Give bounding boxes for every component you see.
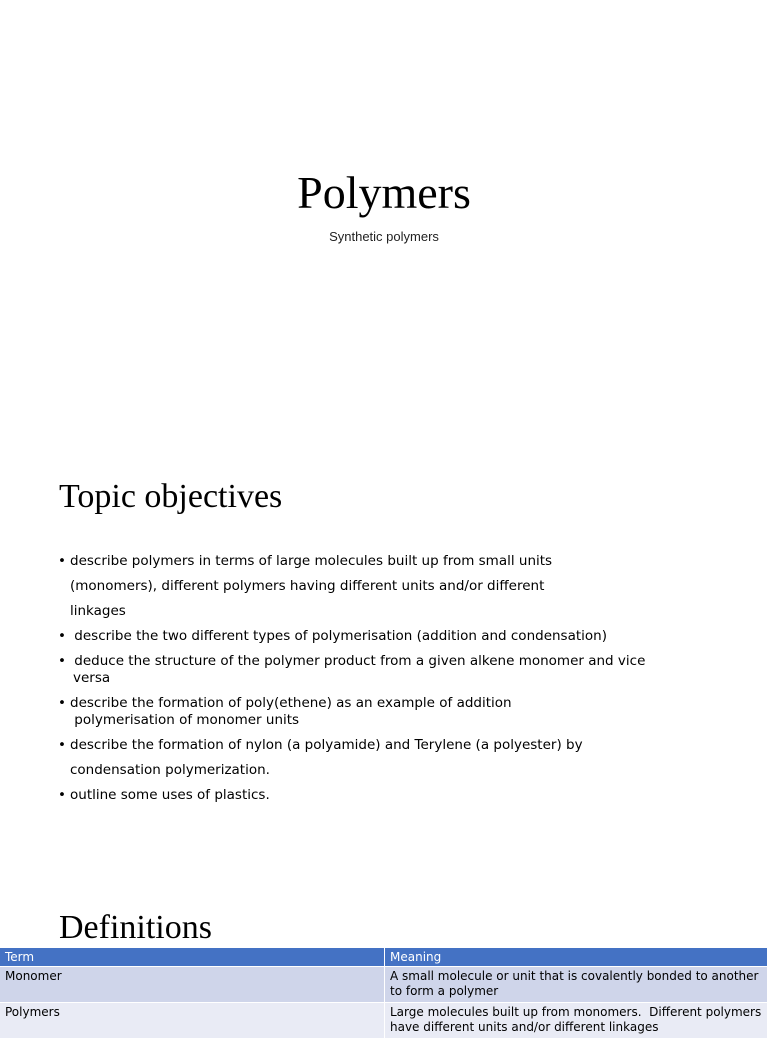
page-title: Polymers xyxy=(0,166,768,220)
bullet-icon: • xyxy=(58,733,66,758)
list-item xyxy=(58,549,708,624)
list-item-line: linkages xyxy=(70,599,708,624)
meaning-line: have different units and/or different linkages xyxy=(390,1020,762,1035)
bullet-icon: • xyxy=(58,549,66,574)
meaning-line: to form a polymer xyxy=(390,984,762,999)
list-item-line: condensation polymerization. xyxy=(70,758,708,783)
table-row xyxy=(0,967,768,1003)
objectives-slide xyxy=(0,432,768,864)
bullet-icon: • xyxy=(58,691,66,716)
objectives-list xyxy=(58,549,708,808)
definitions-slide xyxy=(0,864,768,1024)
list-item-line: describe polymers in terms of large molecules built up from small units xyxy=(70,549,708,574)
list-item-line: versa xyxy=(70,670,708,687)
list-item xyxy=(58,691,708,729)
list-item xyxy=(58,783,708,808)
meaning-cell xyxy=(385,1003,768,1038)
meaning-line: A small molecule or unit that is covalently bonded to another xyxy=(390,969,762,984)
list-item-line: describe the two different types of polymerisation (addition and condensation) xyxy=(70,624,708,649)
meaning-line: Large molecules built up from monomers. Different polymers xyxy=(390,1005,762,1020)
list-item-line: (monomers), different polymers having different units and/or different xyxy=(70,574,708,599)
column-header-meaning: Meaning xyxy=(385,948,768,967)
definitions-table xyxy=(0,948,768,1038)
bullet-icon: • xyxy=(58,649,66,674)
list-item xyxy=(58,624,708,649)
objectives-title: Topic objectives xyxy=(59,477,282,517)
list-item-line: describe the formation of poly(ethene) as an example of addition xyxy=(70,691,708,716)
meaning-cell xyxy=(385,967,768,1003)
definitions-title: Definitions xyxy=(59,908,212,948)
list-item-line: deduce the structure of the polymer product from a given alkene monomer and vice xyxy=(70,649,708,674)
column-header-term: Term xyxy=(0,948,385,967)
term-cell: Polymers xyxy=(0,1003,385,1038)
table-header-row xyxy=(0,948,768,967)
list-item xyxy=(58,733,708,783)
page-subtitle: Synthetic polymers xyxy=(0,229,768,245)
list-item-line: polymerisation of monomer units xyxy=(70,712,708,729)
title-slide xyxy=(0,0,768,432)
term-cell: Monomer xyxy=(0,967,385,1003)
list-item-line: outline some uses of plastics. xyxy=(70,783,708,808)
bullet-icon: • xyxy=(58,624,66,649)
list-item xyxy=(58,649,708,687)
table-row xyxy=(0,1003,768,1038)
bullet-icon: • xyxy=(58,783,66,808)
list-item-line: describe the formation of nylon (a polyamide) and Terylene (a polyester) by xyxy=(70,733,708,758)
